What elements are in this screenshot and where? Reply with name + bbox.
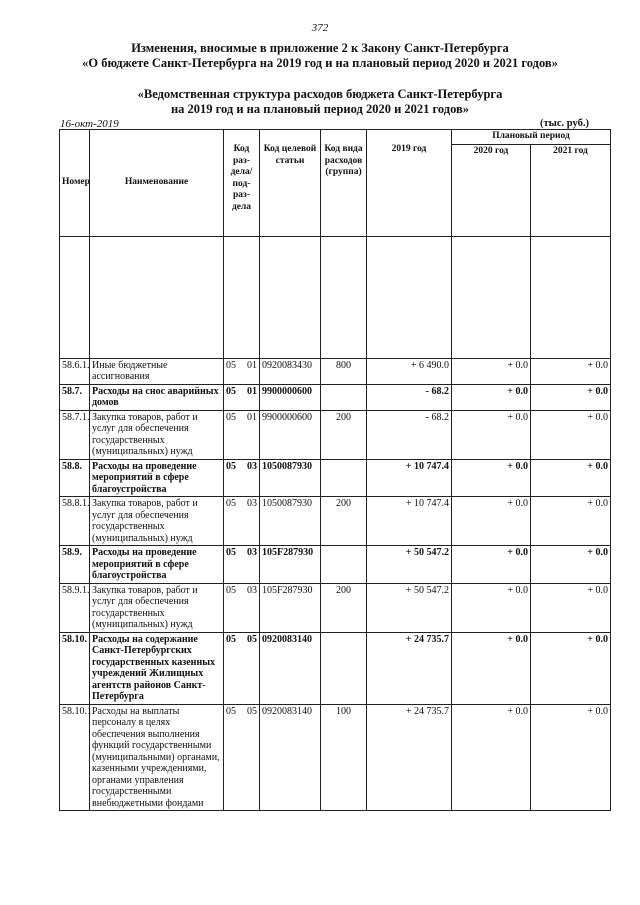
- row-section: [224, 546, 260, 584]
- document-date: 16-окт-2019: [60, 118, 119, 130]
- header-2021: 2021 год: [531, 144, 611, 236]
- row-section: [224, 459, 260, 497]
- row-name: Расходы на содержание Санкт-Петербургских государственных казенных учреждений Жилищных агентств районов Санкт-Петербурга: [90, 632, 224, 704]
- table-row: [60, 632, 611, 704]
- row-target-code: 105F287930: [260, 546, 321, 584]
- row-value-2020: + 0.0: [452, 497, 531, 546]
- row-section: [224, 704, 260, 811]
- row-value-2021: + 0.0: [531, 358, 611, 384]
- subsection-code: 03: [247, 584, 257, 596]
- row-number: 58.8.: [60, 459, 90, 497]
- table-row: [60, 546, 611, 584]
- table-row: [60, 410, 611, 459]
- row-name: Расходы на снос аварийных домов: [90, 384, 224, 410]
- row-value-2020: + 0.0: [452, 583, 531, 632]
- row-value-2019: + 50 547.2: [367, 583, 452, 632]
- section-code: 05: [226, 498, 236, 509]
- row-target-code: 0920083140: [260, 632, 321, 704]
- row-section: [224, 384, 260, 410]
- row-name: Закупка товаров, работ и услуг для обеспечения государственных (муниципальных) нужд: [90, 583, 224, 632]
- row-value-2019: + 24 735.7: [367, 632, 452, 704]
- empty-row: [60, 236, 611, 358]
- row-section: [224, 497, 260, 546]
- subsection-code: 05: [247, 633, 257, 645]
- row-number: 58.10.: [60, 632, 90, 704]
- row-section: [224, 583, 260, 632]
- subsection-code: 03: [247, 460, 257, 472]
- section-code: 05: [226, 411, 236, 423]
- row-number: 58.9.1.: [60, 583, 90, 632]
- row-number: 58.6.1.: [60, 358, 90, 384]
- header-target-code: Код целевой статьи: [260, 130, 321, 237]
- row-target-code: 1050087930: [260, 497, 321, 546]
- section-code: 05: [226, 547, 236, 558]
- subsection-code: 03: [247, 547, 257, 558]
- row-number: 58.7.1.: [60, 410, 90, 459]
- row-name: Расходы на проведение мероприятий в сфере благоустройства: [90, 459, 224, 497]
- row-type-code: 200: [321, 497, 367, 546]
- row-value-2021: + 0.0: [531, 546, 611, 584]
- row-value-2021: + 0.0: [531, 410, 611, 459]
- row-name: Закупка товаров, работ и услуг для обеспечения государственных (муниципальных) нужд: [90, 410, 224, 459]
- table-row: [60, 358, 611, 384]
- row-value-2019: + 10 747.4: [367, 497, 452, 546]
- row-target-code: 0920083430: [260, 358, 321, 384]
- table-row: [60, 384, 611, 410]
- subsection-code: 01: [247, 385, 257, 397]
- row-type-code: [321, 632, 367, 704]
- row-value-2020: + 0.0: [452, 459, 531, 497]
- subsection-code: 03: [247, 498, 257, 509]
- row-target-code: 9900000600: [260, 384, 321, 410]
- row-value-2020: + 0.0: [452, 410, 531, 459]
- row-value-2019: - 68.2: [367, 384, 452, 410]
- row-value-2020: + 0.0: [452, 384, 531, 410]
- budget-table: [59, 129, 611, 811]
- subtitle-line-1: «Ведомственная структура расходов бюджета Санкт-Петербурга: [137, 87, 503, 101]
- row-value-2020: + 0.0: [452, 546, 531, 584]
- header-planned-period: Плановый период: [452, 130, 611, 145]
- row-value-2021: + 0.0: [531, 632, 611, 704]
- row-value-2021: + 0.0: [531, 497, 611, 546]
- row-number: 58.10.1.: [60, 704, 90, 811]
- row-value-2019: + 24 735.7: [367, 704, 452, 811]
- subtitle-line-2: на 2019 год и на плановый период 2020 и 2021 годов»: [170, 102, 470, 116]
- row-value-2019: + 10 747.4: [367, 459, 452, 497]
- section-code: 05: [226, 705, 236, 717]
- title-line-2: «О бюджете Санкт-Петербурга на 2019 год и на плановый период 2020 и 2021 годов»: [82, 56, 558, 70]
- page-number: 372: [311, 22, 329, 34]
- header-2020: 2020 год: [452, 144, 531, 236]
- section-code: 05: [226, 584, 236, 596]
- row-target-code: 9900000600: [260, 410, 321, 459]
- header-number: Номер: [60, 130, 90, 237]
- table-row: [60, 583, 611, 632]
- section-code: 05: [226, 633, 236, 645]
- row-type-code: 200: [321, 410, 367, 459]
- row-value-2019: + 6 490.0: [367, 358, 452, 384]
- row-target-code: 0920083140: [260, 704, 321, 811]
- row-value-2020: + 0.0: [452, 704, 531, 811]
- row-number: 58.7.: [60, 384, 90, 410]
- title-line-1: Изменения, вносимые в приложение 2 к Закону Санкт-Петербурга: [131, 41, 509, 55]
- row-target-code: 105F287930: [260, 583, 321, 632]
- header-section-code: Код раз- дела/ под- раз- дела: [224, 130, 260, 237]
- row-section: [224, 410, 260, 459]
- row-type-code: [321, 384, 367, 410]
- header-type-code: Код вида расходов (группа): [321, 130, 367, 237]
- row-target-code: 1050087930: [260, 459, 321, 497]
- row-name: Закупка товаров, работ и услуг для обеспечения государственных (муниципальных) нужд: [90, 497, 224, 546]
- row-value-2019: - 68.2: [367, 410, 452, 459]
- section-code: 05: [226, 385, 236, 397]
- row-name: Расходы на проведение мероприятий в сфере благоустройства: [90, 546, 224, 584]
- header-row: [60, 130, 611, 145]
- section-code: 05: [226, 460, 236, 472]
- row-type-code: 800: [321, 358, 367, 384]
- row-section: [224, 358, 260, 384]
- row-value-2020: + 0.0: [452, 358, 531, 384]
- row-type-code: [321, 459, 367, 497]
- table-row: [60, 704, 611, 811]
- row-value-2021: + 0.0: [531, 459, 611, 497]
- section-code: 05: [226, 359, 236, 371]
- row-section: [224, 632, 260, 704]
- row-name: Иные бюджетные ассигнования: [90, 358, 224, 384]
- row-value-2020: + 0.0: [452, 632, 531, 704]
- unit-label: (тыс. руб.): [540, 118, 589, 129]
- row-type-code: [321, 546, 367, 584]
- row-value-2019: + 50 547.2: [367, 546, 452, 584]
- row-value-2021: + 0.0: [531, 583, 611, 632]
- row-type-code: 200: [321, 583, 367, 632]
- header-2019: 2019 год: [367, 130, 452, 237]
- table-row: [60, 497, 611, 546]
- row-name: Расходы на выплаты персоналу в целях обеспечения выполнения функций государственными (муниципальными) органами, казенными учреждениями, органами управления государственными внебюджетными фондами: [90, 704, 224, 811]
- row-value-2021: + 0.0: [531, 704, 611, 811]
- row-number: 58.9.: [60, 546, 90, 584]
- row-type-code: 100: [321, 704, 367, 811]
- row-number: 58.8.1.: [60, 497, 90, 546]
- subsection-code: 01: [247, 411, 257, 423]
- table-row: [60, 459, 611, 497]
- header-name: Наименование: [90, 130, 224, 237]
- subsection-code: 05: [247, 705, 257, 717]
- subsection-code: 01: [247, 359, 257, 371]
- row-value-2021: + 0.0: [531, 384, 611, 410]
